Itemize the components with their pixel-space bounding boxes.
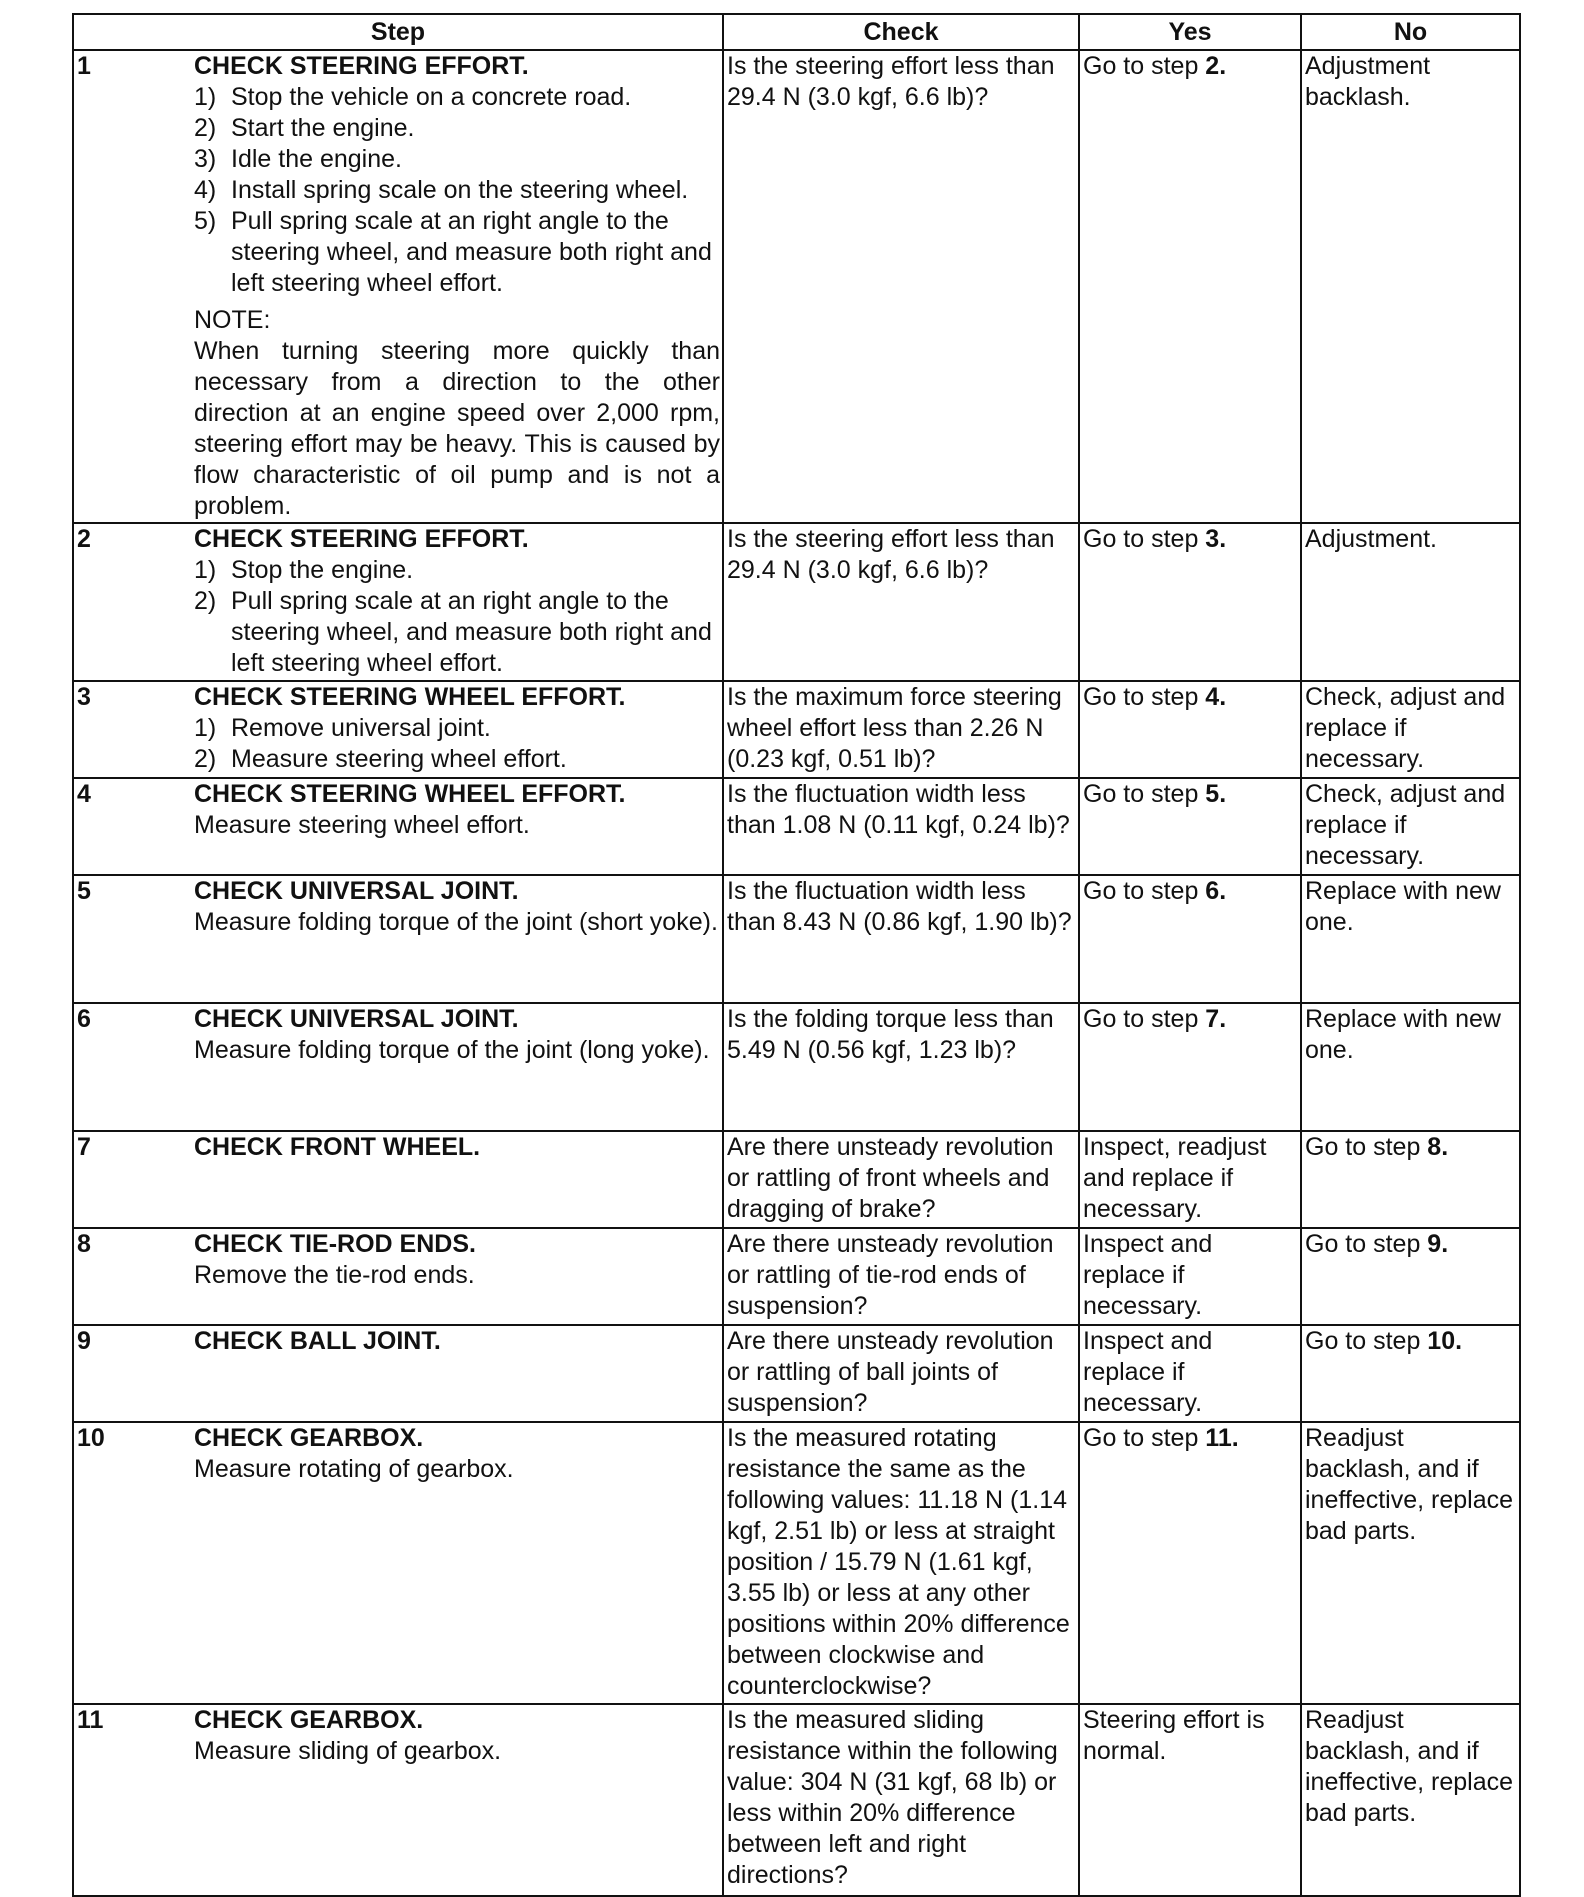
step-body	[194, 524, 722, 679]
yes-goto-text: Go to step	[1083, 1424, 1206, 1452]
no-text: Check, adjust and replace if necessary.	[1305, 780, 1506, 870]
substep-number: 1)	[194, 556, 217, 584]
step-description: Remove the tie-rod ends.	[194, 1261, 475, 1289]
step-number: 5	[77, 877, 91, 905]
yes-cell	[1079, 50, 1301, 523]
step-body	[194, 876, 722, 938]
yes-cell	[1079, 778, 1301, 875]
header-yes: Yes	[1079, 14, 1301, 50]
step-number: 11	[77, 1706, 104, 1734]
yes-goto-text: Go to step	[1083, 1005, 1206, 1033]
check-text: Is the fluctuation width less than 8.43 N (0.86 kgf, 1.90 lb)?	[727, 877, 1072, 936]
substep-text: Remove universal joint.	[231, 714, 491, 742]
substep-item	[194, 206, 720, 299]
step-content	[74, 51, 722, 522]
step-content	[74, 682, 722, 775]
step-cell	[73, 875, 723, 1003]
yes-goto-text: Go to step	[1083, 780, 1206, 808]
table-row	[73, 681, 1520, 778]
step-description: Measure steering wheel effort.	[194, 811, 530, 839]
header-row	[73, 14, 1520, 50]
step-title: CHECK BALL JOINT.	[194, 1327, 441, 1355]
step-number: 9	[77, 1327, 91, 1355]
step-body	[194, 1326, 722, 1357]
step-content	[74, 1229, 722, 1291]
substep-item	[194, 113, 720, 144]
substep-text: Measure steering wheel effort.	[231, 745, 567, 773]
check-text: Is the steering effort less than 29.4 N (3.0 kgf, 6.6 lb)?	[727, 525, 1055, 584]
yes-goto-step: 5.	[1205, 780, 1227, 808]
no-text: Check, adjust and replace if necessary.	[1305, 683, 1506, 773]
yes-content	[1080, 1423, 1300, 1454]
table-row	[73, 50, 1520, 523]
no-cell	[1301, 681, 1520, 778]
table-row	[73, 523, 1520, 681]
no-content	[1302, 1132, 1519, 1163]
step-body	[194, 51, 722, 522]
no-text: Readjust backlash, and if ineffective, replace bad parts.	[1305, 1424, 1513, 1545]
no-text: Adjustment backlash.	[1305, 52, 1431, 111]
step-title: CHECK TIE-ROD ENDS.	[194, 1230, 476, 1258]
check-cell	[723, 681, 1079, 778]
no-text: Replace with new one.	[1305, 877, 1501, 936]
table-row	[73, 1131, 1520, 1228]
substep-item	[194, 713, 720, 744]
yes-cell	[1079, 1131, 1301, 1228]
step-body	[194, 1132, 722, 1163]
step-title: CHECK STEERING EFFORT.	[194, 525, 529, 553]
yes-goto-step: 11.	[1205, 1424, 1239, 1452]
step-body	[194, 1423, 722, 1485]
step-cell	[73, 523, 723, 681]
check-text: Are there unsteady revolution or rattling of tie-rod ends of suspension?	[727, 1230, 1054, 1320]
substep-number: 2)	[194, 745, 217, 773]
substep-item	[194, 82, 720, 113]
step-title: CHECK GEARBOX.	[194, 1424, 424, 1452]
step-description: Measure rotating of gearbox.	[194, 1455, 514, 1483]
check-text: Are there unsteady revolution or rattling of front wheels and dragging of brake?	[727, 1133, 1054, 1223]
step-description: Measure sliding of gearbox.	[194, 1737, 502, 1765]
yes-cell	[1079, 1325, 1301, 1422]
step-cell	[73, 1422, 723, 1704]
yes-text: Inspect, readjust and replace if necessary.	[1083, 1133, 1267, 1223]
note-text: When turning steering more quickly than necessary from a direction to the other direction at an engine speed over 2,000 rpm, steering effort may be heavy. This is caused by flow characteristic of oil pump and is not a problem.	[194, 337, 720, 520]
table-row	[73, 1325, 1520, 1422]
no-text: Readjust backlash, and if ineffective, replace bad parts.	[1305, 1706, 1513, 1827]
step-substeps	[194, 82, 720, 299]
note-label: NOTE:	[194, 306, 271, 334]
yes-cell	[1079, 681, 1301, 778]
check-cell	[723, 1228, 1079, 1325]
step-description: Measure folding torque of the joint (long yoke).	[194, 1036, 710, 1064]
diagnostic-table	[72, 13, 1521, 1897]
step-number: 7	[77, 1133, 91, 1161]
yes-content	[1080, 876, 1300, 907]
step-body	[194, 779, 722, 841]
step-substeps	[194, 713, 720, 775]
yes-content	[1080, 1132, 1300, 1225]
no-goto-step: 9.	[1427, 1230, 1449, 1258]
step-title: CHECK FRONT WHEEL.	[194, 1133, 481, 1161]
step-title: CHECK GEARBOX.	[194, 1706, 424, 1734]
substep-number: 1)	[194, 714, 217, 742]
check-cell	[723, 1325, 1079, 1422]
step-cell	[73, 1325, 723, 1422]
yes-content	[1080, 779, 1300, 810]
check-cell	[723, 523, 1079, 681]
header-check: Check	[723, 14, 1079, 50]
yes-cell	[1079, 1003, 1301, 1131]
substep-item	[194, 555, 720, 586]
step-number: 10	[77, 1424, 105, 1452]
no-content	[1302, 876, 1519, 938]
step-content	[74, 779, 722, 841]
no-text: Adjustment.	[1305, 525, 1438, 553]
no-content	[1302, 1326, 1519, 1357]
yes-cell	[1079, 1704, 1301, 1896]
substep-number: 2)	[194, 114, 217, 142]
substep-number: 1)	[194, 83, 217, 111]
no-content	[1302, 682, 1519, 775]
step-content	[74, 1705, 722, 1767]
yes-content	[1080, 51, 1300, 82]
yes-goto-text: Go to step	[1083, 683, 1206, 711]
no-cell	[1301, 50, 1520, 523]
yes-cell	[1079, 523, 1301, 681]
yes-goto-step: 3.	[1205, 525, 1227, 553]
no-cell	[1301, 1228, 1520, 1325]
check-cell	[723, 1704, 1079, 1896]
no-cell	[1301, 875, 1520, 1003]
no-cell	[1301, 1704, 1520, 1896]
table-row	[73, 1704, 1520, 1896]
step-cell	[73, 1131, 723, 1228]
step-content	[74, 1326, 722, 1357]
check-cell	[723, 778, 1079, 875]
no-content	[1302, 1705, 1519, 1829]
no-content	[1302, 1423, 1519, 1547]
no-content	[1302, 779, 1519, 872]
yes-goto-text: Go to step	[1083, 525, 1206, 553]
step-cell	[73, 1228, 723, 1325]
check-text: Is the measured rotating resistance the same as the following values: 11.18 N (1.14 kgf, 2.51 lb) or less at straight position / 15.79 N (1.61 kgf, 3.55 lb) or less at any other positions within 20% difference between clockwise and counterclockwise?	[727, 1424, 1070, 1700]
substep-text: Install spring scale on the steering wheel.	[231, 176, 689, 204]
table-row	[73, 1228, 1520, 1325]
substep-number: 2)	[194, 587, 217, 615]
no-cell	[1301, 778, 1520, 875]
check-cell	[723, 875, 1079, 1003]
no-content	[1302, 524, 1519, 555]
substep-number: 5)	[194, 207, 217, 235]
step-cell	[73, 1003, 723, 1131]
yes-text: Inspect and replace if necessary.	[1083, 1230, 1213, 1320]
step-cell	[73, 778, 723, 875]
no-goto-text: Go to step	[1305, 1327, 1428, 1355]
step-cell	[73, 50, 723, 523]
substep-item	[194, 144, 720, 175]
step-body	[194, 1229, 722, 1291]
table-row	[73, 778, 1520, 875]
check-cell	[723, 1131, 1079, 1228]
yes-goto-text: Go to step	[1083, 877, 1206, 905]
no-goto-step: 10.	[1427, 1327, 1463, 1355]
check-text: Is the folding torque less than 5.49 N (0.56 kgf, 1.23 lb)?	[727, 1005, 1054, 1064]
step-number: 2	[77, 525, 91, 553]
yes-cell	[1079, 1228, 1301, 1325]
step-content	[74, 1423, 722, 1485]
substep-text: Pull spring scale at an right angle to the steering wheel, and measure both right and left steering wheel effort.	[231, 207, 712, 297]
no-cell	[1301, 1003, 1520, 1131]
check-cell	[723, 1003, 1079, 1131]
no-goto-step: 8.	[1427, 1133, 1449, 1161]
no-cell	[1301, 523, 1520, 681]
yes-content	[1080, 524, 1300, 555]
step-title: CHECK STEERING WHEEL EFFORT.	[194, 683, 626, 711]
no-cell	[1301, 1325, 1520, 1422]
step-content	[74, 1132, 722, 1163]
no-content	[1302, 1004, 1519, 1066]
check-text: Is the fluctuation width less than 1.08 N (0.11 kgf, 0.24 lb)?	[727, 780, 1070, 839]
step-body	[194, 1004, 722, 1066]
substep-text: Pull spring scale at an right angle to the steering wheel, and measure both right and left steering wheel effort.	[231, 587, 712, 677]
substep-item	[194, 586, 720, 679]
check-text: Is the maximum force steering wheel effort less than 2.26 N (0.23 kgf, 0.51 lb)?	[727, 683, 1062, 773]
substep-number: 3)	[194, 145, 217, 173]
no-content	[1302, 1229, 1519, 1260]
step-title: CHECK STEERING WHEEL EFFORT.	[194, 780, 626, 808]
substep-item	[194, 175, 720, 206]
no-content	[1302, 51, 1519, 113]
table-row	[73, 1003, 1520, 1131]
step-number: 4	[77, 780, 91, 808]
step-number: 6	[77, 1005, 91, 1033]
yes-goto-step: 7.	[1205, 1005, 1227, 1033]
yes-cell	[1079, 1422, 1301, 1704]
check-text: Is the measured sliding resistance within the following value: 304 N (31 kgf, 68 lb) or less within 20% difference between left and right directions?	[727, 1706, 1058, 1889]
step-substeps	[194, 555, 720, 679]
yes-content	[1080, 1004, 1300, 1035]
yes-content	[1080, 1326, 1300, 1419]
yes-goto-step: 6.	[1205, 877, 1227, 905]
step-cell	[73, 1704, 723, 1896]
substep-text: Idle the engine.	[231, 145, 402, 173]
yes-goto-text: Go to step	[1083, 52, 1206, 80]
step-description: Measure folding torque of the joint (short yoke).	[194, 908, 718, 936]
yes-content	[1080, 1229, 1300, 1322]
step-number: 1	[77, 52, 91, 80]
no-goto-text: Go to step	[1305, 1230, 1428, 1258]
no-text: Replace with new one.	[1305, 1005, 1501, 1064]
table-row	[73, 875, 1520, 1003]
yes-goto-step: 2.	[1205, 52, 1227, 80]
step-cell	[73, 681, 723, 778]
substep-text: Stop the vehicle on a concrete road.	[231, 83, 632, 111]
step-content	[74, 876, 722, 938]
step-number: 8	[77, 1230, 91, 1258]
yes-goto-step: 4.	[1205, 683, 1227, 711]
no-cell	[1301, 1422, 1520, 1704]
yes-content	[1080, 1705, 1300, 1767]
substep-number: 4)	[194, 176, 217, 204]
step-title: CHECK UNIVERSAL JOINT.	[194, 1005, 519, 1033]
substep-text: Start the engine.	[231, 114, 415, 142]
yes-text: Steering effort is normal.	[1083, 1706, 1265, 1765]
step-number: 3	[77, 683, 91, 711]
substep-item	[194, 744, 720, 775]
check-text: Are there unsteady revolution or rattling of ball joints of suspension?	[727, 1327, 1054, 1417]
no-cell	[1301, 1131, 1520, 1228]
no-goto-text: Go to step	[1305, 1133, 1428, 1161]
step-body	[194, 682, 722, 775]
check-text: Is the steering effort less than 29.4 N (3.0 kgf, 6.6 lb)?	[727, 52, 1055, 111]
step-content	[74, 524, 722, 679]
header-step: Step	[73, 14, 723, 50]
yes-content	[1080, 682, 1300, 713]
check-cell	[723, 50, 1079, 523]
table-row	[73, 1422, 1520, 1704]
yes-cell	[1079, 875, 1301, 1003]
yes-text: Inspect and replace if necessary.	[1083, 1327, 1213, 1417]
substep-text: Stop the engine.	[231, 556, 414, 584]
step-content	[74, 1004, 722, 1066]
check-cell	[723, 1422, 1079, 1704]
step-title: CHECK STEERING EFFORT.	[194, 52, 529, 80]
header-no: No	[1301, 14, 1520, 50]
step-title: CHECK UNIVERSAL JOINT.	[194, 877, 519, 905]
step-body	[194, 1705, 722, 1767]
